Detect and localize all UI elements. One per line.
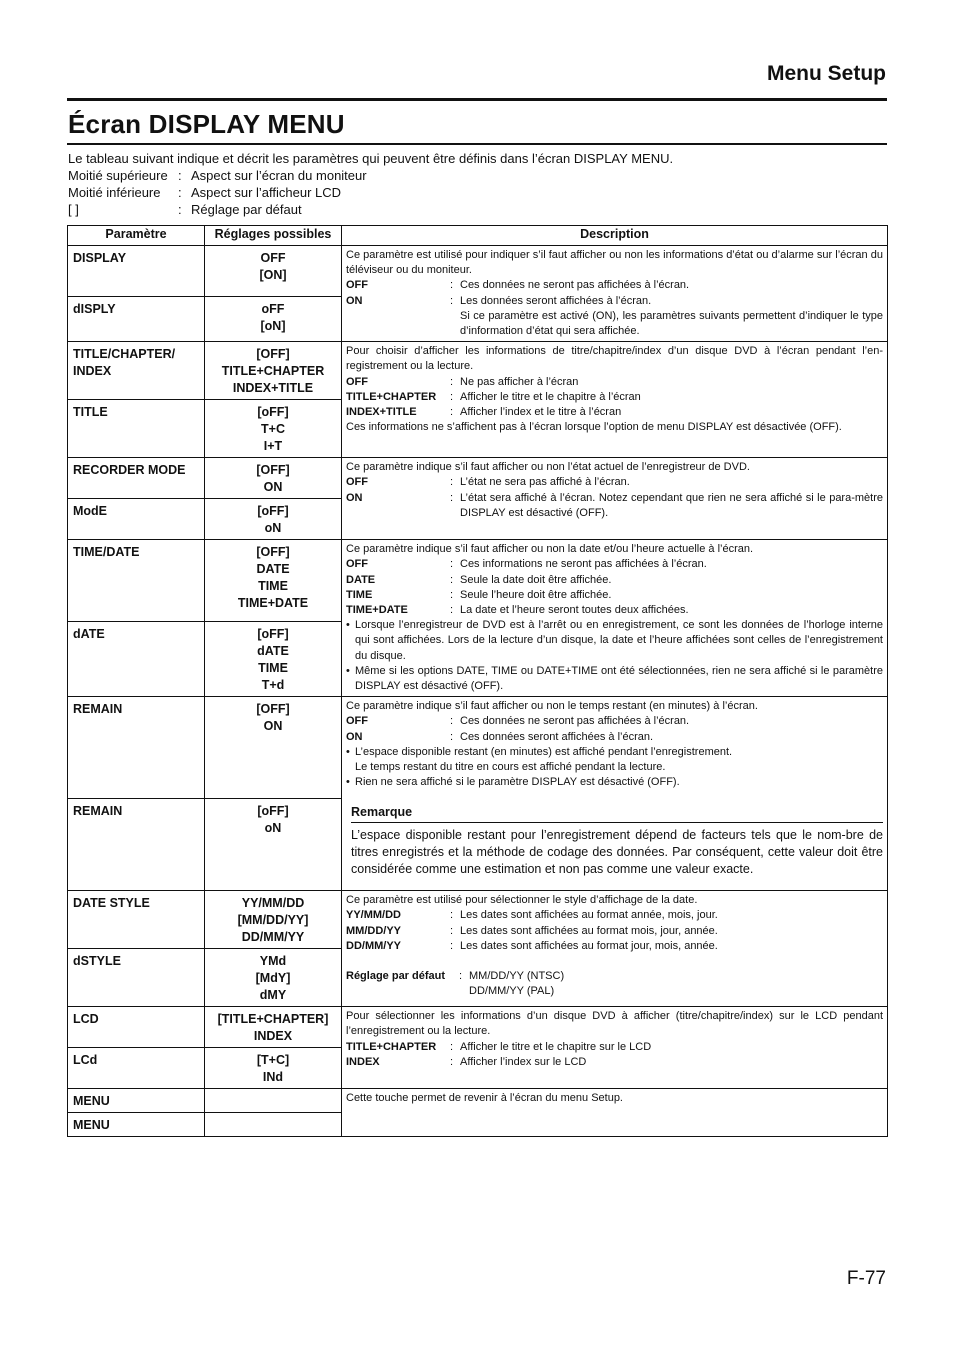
desc-value: L’état ne sera pas affiché à l’écran. <box>460 476 630 489</box>
setting-value: [OFF] <box>256 545 290 560</box>
desc-value: Les données seront affichées à l’écran. <box>460 294 652 307</box>
setting-value: YY/MM/DD <box>241 896 305 911</box>
legend-key: Moitié inférieure <box>68 185 161 200</box>
desc-cell <box>342 540 888 697</box>
desc-key: OFF <box>346 476 368 489</box>
legend-value: Aspect sur l’afficheur LCD <box>191 185 342 200</box>
desc-text: Ces informations ne s’affichent pas à l’écran lorsque l’option de menu DISPLAY est désactivée (OFF). <box>346 421 842 434</box>
title-rule <box>67 143 887 145</box>
settings-cell <box>205 949 342 1007</box>
desc-key: INDEX <box>346 1055 380 1068</box>
desc-key: DATE <box>346 573 376 586</box>
desc-key: MM/DD/YY <box>346 924 401 937</box>
desc-text: Pour sélectionner les informations d’un disque DVD à afficher (titre/chapitre/index) sur le LCD pendant l’enregistrement ou la lecture. <box>346 1010 883 1038</box>
desc-value: Seule la date doit être affichée. <box>460 573 612 586</box>
desc-value: Afficher l’index sur le LCD <box>460 1055 587 1068</box>
col-header-desc: Description <box>342 226 888 246</box>
setting-value: [oFF] <box>257 405 289 420</box>
param-cell: RECORDER MODE <box>68 458 205 499</box>
desc-key: TITLE+CHAPTER <box>346 1040 437 1053</box>
desc-value: Afficher l’index et le titre à l’écran <box>460 406 622 419</box>
setting-value: TIME <box>258 660 288 675</box>
settings-cell <box>205 296 342 342</box>
setting-value: T+C <box>261 422 285 437</box>
param-cell: TITLE <box>68 400 205 458</box>
desc-item: INDEX : Afficher l’index sur le LCD <box>346 1055 883 1070</box>
param-cell: TIME/DATE <box>68 540 205 622</box>
settings-cell <box>205 1113 342 1137</box>
setting-value: T+d <box>261 677 285 692</box>
desc-key: Réglage par défaut <box>346 970 446 983</box>
desc-item: MM/DD/YY : Les dates sont affichées au format mois, jour, année. <box>346 924 883 939</box>
setting-value: [oFF] <box>257 804 289 819</box>
desc-bullet: • Rien ne sera affiché si le paramètre DISPLAY est désactivé (OFF). <box>346 775 883 790</box>
table-row <box>68 799 888 891</box>
table-row <box>68 246 888 297</box>
desc-value: Seule l’heure doit être affichée. <box>460 588 612 601</box>
setting-value: [T+C] <box>256 1053 290 1068</box>
desc-cell: Cette touche permet de revenir à l’écran du menu Setup. <box>342 1089 888 1137</box>
bullet-text: L’espace disponible restant (en minutes) est affiché pendant l’enregistrement. <box>355 745 733 758</box>
page-number: F-77 <box>846 1268 886 1289</box>
setting-value: [ON] <box>259 268 287 282</box>
table-row <box>68 342 888 400</box>
desc-value: La date et l’heure seront toutes deux affichées. <box>460 604 689 617</box>
table-row <box>68 540 888 622</box>
desc-key: DD/MM/YY <box>346 939 401 952</box>
setting-value: TITLE+CHAPTER <box>221 364 325 379</box>
desc-bullet: • Même si les options DATE, TIME ou DATE+TIME ont été sélectionnées, rien ne sera affiché si le paramètre DISPLAY est désactivé (OFF). <box>346 664 883 694</box>
setting-value: [OFF] <box>256 347 290 362</box>
note-title: Remarque <box>351 805 883 823</box>
desc-value: Afficher le titre et le chapitre sur le LCD <box>460 1040 652 1053</box>
desc-key: OFF <box>346 558 368 571</box>
setting-value: INd <box>262 1070 284 1085</box>
legend-row <box>68 167 888 184</box>
desc-bullet: • Lorsque l’enregistreur de DVD est à l’arrêt ou en enregistrement, ce sont les données de l’horloge interne qui sont affichées. Lors de la lecture d’un disque, la date et l’heure affichées sont celles de l’enregistrement du disque. <box>346 618 883 664</box>
desc-item: TIME+DATE : La date et l’heure seront toutes deux affichées. <box>346 603 883 618</box>
desc-bullet: • L’espace disponible restant (en minutes) est affiché pendant l’enregistrement. Le temps restant du titre en cours est affiché pendant la lecture. <box>346 745 733 774</box>
param-cell: REMAIN <box>68 799 205 891</box>
desc-cell <box>342 458 888 540</box>
param-cell: dATE <box>68 621 205 697</box>
desc-item: DD/MM/YY : Les dates sont affichées au format jour, mois, année. <box>346 939 883 954</box>
section-title: Menu Setup <box>767 62 886 85</box>
settings-cell <box>205 499 342 540</box>
setting-value: [oFF] <box>257 626 289 641</box>
desc-item: TITLE+CHAPTER : Afficher le titre et le chapitre sur le LCD <box>346 1040 883 1055</box>
desc-item: OFF : Ne pas afficher à l’écran <box>346 375 883 390</box>
desc-key: YY/MM/DD <box>346 909 401 922</box>
desc-value: Afficher le titre et le chapitre à l’écran <box>460 390 641 403</box>
setting-value: TIME+DATE <box>237 596 309 611</box>
table-row <box>68 458 888 499</box>
param-cell: MENU <box>68 1113 205 1137</box>
setting-value: [OFF] <box>256 463 290 478</box>
desc-item: OFF : Ces données ne seront pas affichées à l’écran. <box>346 714 883 729</box>
desc-key: TIME <box>346 588 373 601</box>
settings-cell <box>205 540 342 622</box>
table-row <box>68 697 888 799</box>
table-row <box>68 1089 888 1113</box>
param-cell: ModE <box>68 499 205 540</box>
param-cell: dISPLY <box>68 296 205 342</box>
param-cell: REMAIN <box>68 697 205 799</box>
desc-value: Les dates sont affichées au format mois, jour, année. <box>460 924 718 937</box>
desc-item: ON : Ces données seront affichées à l’écran. <box>346 730 883 745</box>
settings-cell <box>205 342 342 400</box>
param-cell: MENU <box>68 1089 205 1113</box>
settings-cell <box>205 458 342 499</box>
setting-value: INDEX <box>253 1029 293 1044</box>
setting-value: DATE <box>256 562 290 577</box>
setting-value: [oN] <box>260 318 286 333</box>
legend-sep: : <box>178 168 182 183</box>
desc-item: OFF : Ces informations ne seront pas affichées à l’écran. <box>346 557 883 572</box>
setting-value: oN <box>264 521 282 536</box>
setting-value: INDEX+TITLE <box>232 381 314 396</box>
desc-value: Ne pas afficher à l’écran <box>460 375 579 388</box>
desc-key: INDEX+TITLE <box>346 406 417 419</box>
desc-text: Ce paramètre indique s’il faut afficher ou non l’état actuel de l’enregistreur de DVD. <box>346 461 750 474</box>
header-rule <box>67 98 887 101</box>
settings-cell <box>205 891 342 949</box>
setting-value: YMd <box>259 954 287 969</box>
desc-key: TIME+DATE <box>346 604 408 617</box>
desc-cell <box>342 342 888 458</box>
bullet-text: Même si les options DATE, TIME ou DATE+TIME ont été sélectionnées, rien ne sera affiché si le paramètre DISPLAY est désactivé (OFF). <box>355 664 883 693</box>
desc-cell <box>342 697 888 799</box>
setting-value: [MM/DD/YY] <box>237 913 309 928</box>
desc-item: ON : L’état sera affiché à l’écran. Notez cependant que rien ne sera affiché si le para-mètre DISPLAY est désactivé (OFF). <box>346 491 883 521</box>
setting-value: [MdY] <box>255 971 291 986</box>
setting-value: dMY <box>259 988 287 1003</box>
param-cell: TITLE/CHAPTER/ INDEX <box>68 342 205 400</box>
legend-key: [ ] <box>68 202 79 217</box>
settings-cell <box>205 697 342 799</box>
settings-cell <box>205 400 342 458</box>
desc-value: Si ce paramètre est activé (ON), les paramètres suivants permettent d’indiquer le type d’information d’état qui sera affichée. <box>460 309 883 338</box>
table-header-row <box>68 226 888 246</box>
legend-sep: : <box>178 185 182 200</box>
desc-item: OFF : L’état ne sera pas affiché à l’écran. <box>346 475 883 490</box>
settings-cell <box>205 621 342 697</box>
table-row <box>68 1007 888 1048</box>
desc-item: YY/MM/DD : Les dates sont affichées au format année, mois, jour. <box>346 908 883 923</box>
setting-value: oN <box>264 821 282 836</box>
desc-text: Ce paramètre indique s’il faut afficher ou non la date et/ou l’heure actuelle à l’écran. <box>346 543 754 556</box>
desc-item <box>346 984 883 999</box>
legend-key: Moitié supérieure <box>68 168 168 183</box>
setting-value: oFF <box>261 301 285 316</box>
col-header-settings: Réglages possibles <box>205 226 342 246</box>
desc-key: ON <box>346 294 363 307</box>
desc-item <box>346 309 883 339</box>
legend-value: Aspect sur l’écran du moniteur <box>191 168 367 183</box>
param-cell: DATE STYLE <box>68 891 205 949</box>
page-title: Écran DISPLAY MENU <box>68 109 345 139</box>
display-menu-table <box>67 225 888 1137</box>
desc-item: TIME : Seule l’heure doit être affichée. <box>346 588 883 603</box>
setting-value: OFF <box>260 251 286 265</box>
desc-value: Ces informations ne seront pas affichées à l’écran. <box>460 558 707 571</box>
setting-value: dATE <box>257 643 289 658</box>
bullet-text: Le temps restant du titre en cours est affiché pendant la lecture. <box>355 761 666 774</box>
bullet-text: Rien ne sera affiché si le paramètre DISPLAY est désactivé (OFF). <box>355 776 680 789</box>
intro <box>68 150 888 218</box>
setting-value: ON <box>263 719 283 734</box>
settings-cell <box>205 1007 342 1048</box>
desc-text: Ce paramètre indique s’il faut afficher ou non le temps restant (en minutes) à l’écran. <box>346 700 758 713</box>
desc-cell <box>342 1007 888 1089</box>
setting-value: I+T <box>263 439 283 454</box>
intro-text: Le tableau suivant indique et décrit les paramètres qui peuvent être définis dans l’écran DISPLAY MENU. <box>68 151 674 166</box>
desc-cell <box>342 891 888 1007</box>
settings-cell <box>205 246 342 297</box>
desc-text: Ce paramètre est utilisé pour indiquer s’il faut afficher ou non les informations d’état ou d’alarme sur l’écran du téléviseur ou du moniteur. <box>346 249 883 277</box>
setting-value: [TITLE+CHAPTER] <box>217 1012 329 1027</box>
desc-cell <box>342 246 888 342</box>
setting-value: [OFF] <box>256 702 290 717</box>
setting-value: DD/MM/YY <box>241 930 305 945</box>
desc-item: OFF : Ces données ne seront pas affichées à l’écran. <box>346 278 883 293</box>
note-cell <box>342 799 888 891</box>
param-cell: LCd <box>68 1048 205 1089</box>
legend-value: Réglage par défaut <box>191 202 302 217</box>
desc-item: DATE : Seule la date doit être affichée. <box>346 573 883 588</box>
desc-item: TITLE+CHAPTER : Afficher le titre et le chapitre à l’écran <box>346 390 883 405</box>
settings-cell <box>205 1048 342 1089</box>
desc-text: Pour choisir d’afficher les informations de titre/chapitre/index d’un disque DVD à l’écran pendant l’en-registrement ou la lecture. <box>346 345 883 373</box>
setting-value: TIME <box>258 579 288 594</box>
legend-sep: : <box>178 202 182 217</box>
desc-value: Ces données seront affichées à l’écran. <box>460 730 654 743</box>
desc-key: TITLE+CHAPTER <box>346 390 437 403</box>
settings-cell <box>205 799 342 891</box>
desc-value: Les dates sont affichées au format jour, mois, année. <box>460 939 718 952</box>
desc-value: Ces données ne seront pas affichées à l’écran. <box>460 715 690 728</box>
desc-value: DD/MM/YY (PAL) <box>469 985 555 998</box>
note-body: L’espace disponible restant pour l’enregistrement dépend de facteurs tels que le nom-bre de titres enregistrés et la méthode de codage des données. Par conséquent, cette valeur doit être considérée comme une estimation et non pas comme une valeur exacte. <box>351 827 883 876</box>
col-header-param: Paramètre <box>68 226 205 246</box>
desc-key: OFF <box>346 279 368 292</box>
desc-item: Réglage par défaut : MM/DD/YY (NTSC) <box>346 969 883 984</box>
setting-value: ON <box>263 480 283 495</box>
desc-key: OFF <box>346 375 368 388</box>
param-cell: dSTYLE <box>68 949 205 1007</box>
desc-key: ON <box>346 491 363 504</box>
settings-cell <box>205 1089 342 1113</box>
legend-row <box>68 201 888 218</box>
legend-row <box>68 184 888 201</box>
desc-value: L’état sera affiché à l’écran. Notez cependant que rien ne sera affiché si le para-mètre DISPLAY est désactivé (OFF). <box>460 491 883 519</box>
table-row <box>68 891 888 949</box>
desc-text: Ce paramètre est utilisé pour sélectionner le style d’affichage de la date. <box>346 894 698 907</box>
desc-value: Ces données ne seront pas affichées à l’écran. <box>460 279 690 292</box>
param-cell: LCD <box>68 1007 205 1048</box>
setting-value: [oFF] <box>257 504 289 519</box>
desc-key: ON <box>346 730 363 743</box>
desc-item: ON : Les données seront affichées à l’écran. <box>346 294 883 309</box>
desc-item: INDEX+TITLE : Afficher l’index et le titre à l’écran <box>346 405 883 420</box>
desc-key: OFF <box>346 715 368 728</box>
param-cell: DISPLAY <box>68 246 205 297</box>
desc-value: Les dates sont affichées au format année, mois, jour. <box>460 909 718 922</box>
bullet-text: Lorsque l’enregistreur de DVD est à l’arrêt ou en enregistrement, ce sont les données de l’horloge interne qui sont affichées. Lors de la lecture d’un disque, la date et l’heure affichées sont celles de l’enregistrement du disque. <box>355 619 883 662</box>
desc-value: MM/DD/YY (NTSC) <box>469 970 565 983</box>
